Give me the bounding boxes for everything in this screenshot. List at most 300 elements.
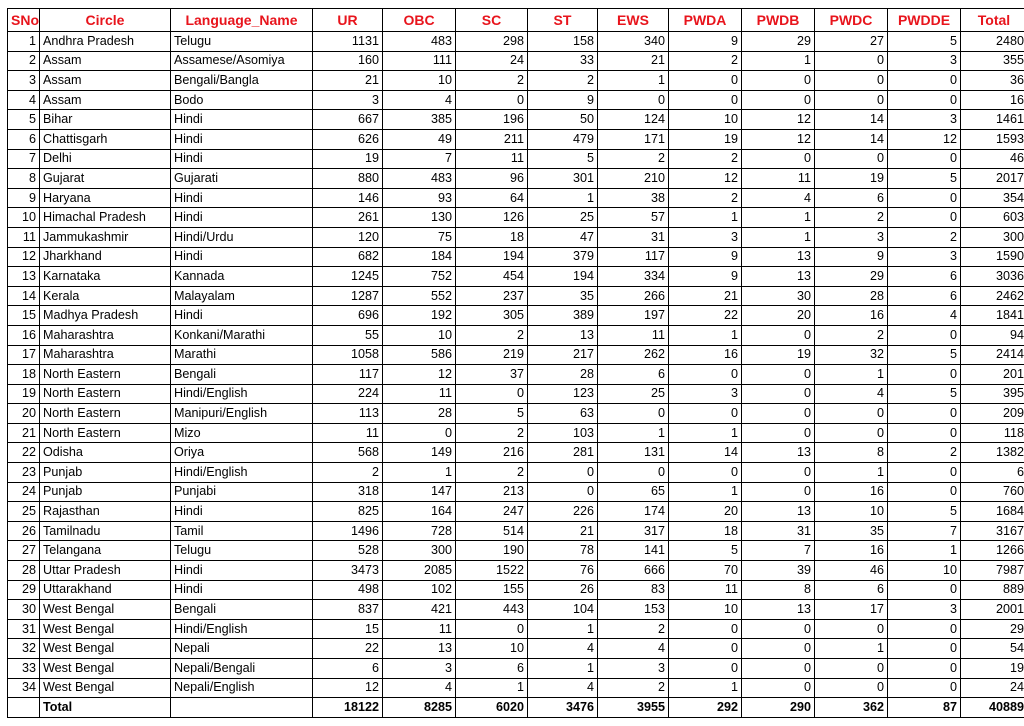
cell-ews: 210 (598, 169, 669, 189)
cell-sc: 216 (456, 443, 528, 463)
cell-circle: North Eastern (40, 384, 171, 404)
cell-pwdde: 0 (888, 325, 961, 345)
cell-circle: Himachal Pradesh (40, 208, 171, 228)
cell-pwdb: 1 (742, 51, 815, 71)
cell-st: 5 (528, 149, 598, 169)
header-language-name: Language_Name (171, 9, 313, 32)
cell-circle: Jammukashmir (40, 227, 171, 247)
cell-total: 1593 (961, 129, 1024, 149)
cell-circle: North Eastern (40, 404, 171, 424)
cell-st: 1 (528, 188, 598, 208)
cell-ur: 224 (313, 384, 383, 404)
cell-circle: West Bengal (40, 619, 171, 639)
cell-language-name: Bengali (171, 600, 313, 620)
cell-circle: Kerala (40, 286, 171, 306)
cell-sno: 23 (8, 463, 40, 483)
cell-pwdde: 0 (888, 90, 961, 110)
cell-obc: 13 (383, 639, 456, 659)
cell-sno: 31 (8, 619, 40, 639)
cell-sno: 14 (8, 286, 40, 306)
cell-language-name: Nepali/Bengali (171, 659, 313, 679)
cell-total: 3167 (961, 521, 1024, 541)
table-header-row (8, 9, 1024, 32)
cell-obc: 2085 (383, 561, 456, 581)
cell-pwdb: 0 (742, 404, 815, 424)
cell-st: 4 (528, 639, 598, 659)
cell-obc: 4 (383, 90, 456, 110)
cell-pwdc: 0 (815, 404, 888, 424)
total-grand: 40889 (961, 698, 1024, 718)
table-row (8, 443, 1024, 463)
cell-pwdde: 0 (888, 149, 961, 169)
cell-obc: 4 (383, 678, 456, 698)
cell-language-name: Hindi (171, 247, 313, 267)
table-row (8, 247, 1024, 267)
table-row (8, 129, 1024, 149)
cell-sno: 8 (8, 169, 40, 189)
cell-language-name: Assamese/Asomiya (171, 51, 313, 71)
cell-pwdc: 16 (815, 482, 888, 502)
cell-sno: 24 (8, 482, 40, 502)
cell-circle: Chattisgarh (40, 129, 171, 149)
cell-pwdc: 6 (815, 188, 888, 208)
cell-pwdb: 13 (742, 443, 815, 463)
cell-ur: 528 (313, 541, 383, 561)
cell-obc: 421 (383, 600, 456, 620)
cell-st: 2 (528, 71, 598, 91)
cell-pwdb: 0 (742, 384, 815, 404)
cell-st: 194 (528, 267, 598, 287)
cell-ur: 113 (313, 404, 383, 424)
cell-pwdc: 16 (815, 306, 888, 326)
cell-pwdde: 5 (888, 345, 961, 365)
cell-sc: 6 (456, 659, 528, 679)
cell-sno: 9 (8, 188, 40, 208)
cell-pwdb: 4 (742, 188, 815, 208)
cell-ews: 11 (598, 325, 669, 345)
cell-ews: 131 (598, 443, 669, 463)
cell-language-name: Konkani/Marathi (171, 325, 313, 345)
cell-ews: 266 (598, 286, 669, 306)
cell-st: 28 (528, 365, 598, 385)
cell-circle: West Bengal (40, 639, 171, 659)
cell-sc: 454 (456, 267, 528, 287)
cell-pwdc: 14 (815, 129, 888, 149)
cell-pwdc: 46 (815, 561, 888, 581)
cell-language-name: Hindi (171, 208, 313, 228)
cell-language-name: Hindi (171, 306, 313, 326)
cell-pwda: 10 (669, 110, 742, 130)
cell-ur: 1058 (313, 345, 383, 365)
cell-st: 1 (528, 619, 598, 639)
cell-ur: 3473 (313, 561, 383, 581)
cell-ews: 83 (598, 580, 669, 600)
table-row (8, 325, 1024, 345)
cell-sc: 1 (456, 678, 528, 698)
cell-pwdde: 5 (888, 32, 961, 52)
cell-circle: Gujarat (40, 169, 171, 189)
table-row (8, 619, 1024, 639)
cell-ews: 153 (598, 600, 669, 620)
cell-pwdde: 0 (888, 619, 961, 639)
cell-total: 24 (961, 678, 1024, 698)
cell-pwdb: 0 (742, 149, 815, 169)
cell-language-name: Marathi (171, 345, 313, 365)
cell-total: 7987 (961, 561, 1024, 581)
cell-language-name: Hindi (171, 188, 313, 208)
cell-pwda: 11 (669, 580, 742, 600)
cell-sc: 2 (456, 325, 528, 345)
cell-pwdc: 35 (815, 521, 888, 541)
cell-pwdb: 13 (742, 502, 815, 522)
cell-ews: 317 (598, 521, 669, 541)
cell-ur: 837 (313, 600, 383, 620)
cell-ur: 1131 (313, 32, 383, 52)
cell-language-name: Hindi (171, 502, 313, 522)
cell-ews: 262 (598, 345, 669, 365)
cell-pwdc: 16 (815, 541, 888, 561)
cell-ews: 3 (598, 659, 669, 679)
cell-sno: 25 (8, 502, 40, 522)
total-ews: 3955 (598, 698, 669, 718)
cell-pwdc: 10 (815, 502, 888, 522)
cell-st: 76 (528, 561, 598, 581)
cell-pwdde: 0 (888, 188, 961, 208)
cell-ur: 160 (313, 51, 383, 71)
cell-obc: 28 (383, 404, 456, 424)
cell-total: 201 (961, 365, 1024, 385)
cell-st: 479 (528, 129, 598, 149)
cell-pwdc: 17 (815, 600, 888, 620)
cell-sno: 28 (8, 561, 40, 581)
cell-pwdde: 6 (888, 286, 961, 306)
cell-total: 16 (961, 90, 1024, 110)
cell-obc: 552 (383, 286, 456, 306)
cell-language-name: Kannada (171, 267, 313, 287)
cell-circle: Maharashtra (40, 345, 171, 365)
cell-ews: 666 (598, 561, 669, 581)
cell-pwda: 5 (669, 541, 742, 561)
cell-sc: 10 (456, 639, 528, 659)
cell-total: 2017 (961, 169, 1024, 189)
cell-st: 123 (528, 384, 598, 404)
header-pwdde: PWDDE (888, 9, 961, 32)
cell-pwdc: 0 (815, 423, 888, 443)
cell-obc: 93 (383, 188, 456, 208)
cell-ews: 2 (598, 149, 669, 169)
header-sc: SC (456, 9, 528, 32)
cell-ur: 22 (313, 639, 383, 659)
cell-total: 2480 (961, 32, 1024, 52)
cell-pwda: 0 (669, 659, 742, 679)
cell-st: 13 (528, 325, 598, 345)
cell-st: 78 (528, 541, 598, 561)
cell-ur: 19 (313, 149, 383, 169)
cell-st: 21 (528, 521, 598, 541)
cell-circle: Rajasthan (40, 502, 171, 522)
cell-pwdc: 3 (815, 227, 888, 247)
cell-pwdde: 0 (888, 482, 961, 502)
cell-sno: 33 (8, 659, 40, 679)
cell-pwdb: 19 (742, 345, 815, 365)
cell-circle: Bihar (40, 110, 171, 130)
cell-pwdb: 0 (742, 463, 815, 483)
cell-pwda: 22 (669, 306, 742, 326)
cell-total: 2462 (961, 286, 1024, 306)
cell-total: 54 (961, 639, 1024, 659)
cell-pwdde: 0 (888, 404, 961, 424)
cell-language-name: Manipuri/English (171, 404, 313, 424)
cell-pwdde: 0 (888, 208, 961, 228)
cell-pwdb: 0 (742, 365, 815, 385)
cell-sc: 126 (456, 208, 528, 228)
total-sc: 6020 (456, 698, 528, 718)
cell-sno: 26 (8, 521, 40, 541)
cell-sc: 247 (456, 502, 528, 522)
cell-pwda: 3 (669, 227, 742, 247)
cell-pwdb: 0 (742, 659, 815, 679)
cell-pwdde: 1 (888, 541, 961, 561)
cell-circle: Assam (40, 90, 171, 110)
cell-sno: 11 (8, 227, 40, 247)
table-row (8, 639, 1024, 659)
header-obc: OBC (383, 9, 456, 32)
cell-pwda: 2 (669, 188, 742, 208)
cell-sno: 12 (8, 247, 40, 267)
cell-obc: 1 (383, 463, 456, 483)
cell-sc: 96 (456, 169, 528, 189)
cell-total: 1266 (961, 541, 1024, 561)
cell-sno: 17 (8, 345, 40, 365)
cell-total: 395 (961, 384, 1024, 404)
cell-language-name: Telugu (171, 32, 313, 52)
cell-st: 25 (528, 208, 598, 228)
cell-pwda: 21 (669, 286, 742, 306)
header-st: ST (528, 9, 598, 32)
cell-circle: Punjab (40, 463, 171, 483)
cell-total: 29 (961, 619, 1024, 639)
cell-ur: 21 (313, 71, 383, 91)
cell-pwda: 3 (669, 384, 742, 404)
table-row (8, 267, 1024, 287)
cell-pwda: 18 (669, 521, 742, 541)
cell-pwda: 0 (669, 639, 742, 659)
cell-st: 4 (528, 678, 598, 698)
cell-ur: 696 (313, 306, 383, 326)
cell-pwdb: 12 (742, 110, 815, 130)
cell-sc: 2 (456, 71, 528, 91)
cell-pwdb: 13 (742, 247, 815, 267)
cell-ews: 21 (598, 51, 669, 71)
table-row (8, 463, 1024, 483)
cell-sc: 37 (456, 365, 528, 385)
cell-ur: 6 (313, 659, 383, 679)
cell-total: 19 (961, 659, 1024, 679)
cell-obc: 0 (383, 423, 456, 443)
cell-pwdc: 8 (815, 443, 888, 463)
total-pwdde: 87 (888, 698, 961, 718)
cell-language-name: Tamil (171, 521, 313, 541)
cell-st: 0 (528, 463, 598, 483)
cell-ews: 174 (598, 502, 669, 522)
cell-pwdb: 0 (742, 619, 815, 639)
cell-language-name: Hindi/English (171, 619, 313, 639)
cell-circle: West Bengal (40, 659, 171, 679)
cell-st: 301 (528, 169, 598, 189)
cell-total: 889 (961, 580, 1024, 600)
cell-pwdc: 27 (815, 32, 888, 52)
table-row (8, 169, 1024, 189)
cell-pwdb: 0 (742, 423, 815, 443)
cell-obc: 752 (383, 267, 456, 287)
table-row (8, 541, 1024, 561)
table-row (8, 227, 1024, 247)
cell-pwdb: 0 (742, 90, 815, 110)
cell-pwdb: 8 (742, 580, 815, 600)
cell-sno: 32 (8, 639, 40, 659)
cell-circle: Assam (40, 71, 171, 91)
cell-obc: 10 (383, 325, 456, 345)
table-row (8, 404, 1024, 424)
cell-total: 94 (961, 325, 1024, 345)
total-pwdb: 290 (742, 698, 815, 718)
cell-pwdc: 1 (815, 639, 888, 659)
cell-language-name: Mizo (171, 423, 313, 443)
cell-sno: 3 (8, 71, 40, 91)
cell-pwdc: 0 (815, 678, 888, 698)
cell-pwdb: 0 (742, 71, 815, 91)
total-pwda: 292 (669, 698, 742, 718)
cell-total: 1684 (961, 502, 1024, 522)
header-total: Total (961, 9, 1024, 32)
cell-sno: 5 (8, 110, 40, 130)
cell-ur: 1245 (313, 267, 383, 287)
cell-pwdb: 1 (742, 208, 815, 228)
table-row (8, 502, 1024, 522)
cell-ews: 141 (598, 541, 669, 561)
cell-ur: 2 (313, 463, 383, 483)
cell-pwdc: 2 (815, 208, 888, 228)
cell-pwdc: 2 (815, 325, 888, 345)
cell-ur: 55 (313, 325, 383, 345)
cell-sc: 194 (456, 247, 528, 267)
cell-obc: 7 (383, 149, 456, 169)
cell-ews: 0 (598, 463, 669, 483)
cell-total: 760 (961, 482, 1024, 502)
cell-sc: 2 (456, 463, 528, 483)
cell-ur: 1496 (313, 521, 383, 541)
table-row (8, 561, 1024, 581)
cell-pwdde: 0 (888, 365, 961, 385)
table-row (8, 51, 1024, 71)
cell-total: 209 (961, 404, 1024, 424)
cell-st: 217 (528, 345, 598, 365)
cell-sc: 213 (456, 482, 528, 502)
cell-pwdde: 3 (888, 247, 961, 267)
cell-circle: West Bengal (40, 678, 171, 698)
cell-pwdc: 19 (815, 169, 888, 189)
cell-sno: 30 (8, 600, 40, 620)
header-sno: SNo (8, 9, 40, 32)
total-label: Total (40, 698, 171, 718)
cell-sno: 27 (8, 541, 40, 561)
cell-ews: 57 (598, 208, 669, 228)
cell-pwda: 16 (669, 345, 742, 365)
table-row (8, 306, 1024, 326)
cell-sno: 7 (8, 149, 40, 169)
cell-total: 1841 (961, 306, 1024, 326)
cell-ur: 11 (313, 423, 383, 443)
cell-sc: 196 (456, 110, 528, 130)
total-st: 3476 (528, 698, 598, 718)
cell-circle: Punjab (40, 482, 171, 502)
table-row (8, 110, 1024, 130)
cell-pwdde: 0 (888, 463, 961, 483)
cell-st: 33 (528, 51, 598, 71)
table-row (8, 580, 1024, 600)
cell-language-name: Oriya (171, 443, 313, 463)
total-pwdc: 362 (815, 698, 888, 718)
cell-sno: 15 (8, 306, 40, 326)
table-row (8, 345, 1024, 365)
cell-total: 354 (961, 188, 1024, 208)
cell-st: 1 (528, 659, 598, 679)
cell-st: 50 (528, 110, 598, 130)
cell-obc: 130 (383, 208, 456, 228)
cell-pwda: 1 (669, 678, 742, 698)
cell-ews: 0 (598, 404, 669, 424)
cell-ews: 65 (598, 482, 669, 502)
cell-language-name: Hindi (171, 561, 313, 581)
cell-pwdde: 5 (888, 502, 961, 522)
header-pwdb: PWDB (742, 9, 815, 32)
cell-st: 9 (528, 90, 598, 110)
cell-pwdde: 6 (888, 267, 961, 287)
cell-pwda: 20 (669, 502, 742, 522)
cell-ews: 0 (598, 90, 669, 110)
total-obc: 8285 (383, 698, 456, 718)
cell-pwdc: 32 (815, 345, 888, 365)
cell-pwdb: 1 (742, 227, 815, 247)
total-language-cell (171, 698, 313, 718)
cell-sno: 34 (8, 678, 40, 698)
cell-obc: 728 (383, 521, 456, 541)
table-row (8, 32, 1024, 52)
cell-pwdc: 6 (815, 580, 888, 600)
cell-pwdc: 1 (815, 463, 888, 483)
table-row (8, 365, 1024, 385)
cell-total: 603 (961, 208, 1024, 228)
cell-sc: 0 (456, 619, 528, 639)
cell-pwda: 9 (669, 32, 742, 52)
cell-pwdde: 0 (888, 580, 961, 600)
cell-circle: North Eastern (40, 365, 171, 385)
table-body (8, 32, 1024, 698)
cell-total: 1590 (961, 247, 1024, 267)
cell-st: 63 (528, 404, 598, 424)
cell-pwda: 0 (669, 404, 742, 424)
cell-ews: 334 (598, 267, 669, 287)
cell-sc: 514 (456, 521, 528, 541)
cell-pwda: 9 (669, 247, 742, 267)
cell-pwdb: 7 (742, 541, 815, 561)
cell-obc: 164 (383, 502, 456, 522)
cell-total: 2001 (961, 600, 1024, 620)
cell-obc: 483 (383, 169, 456, 189)
cell-total: 355 (961, 51, 1024, 71)
cell-pwda: 1 (669, 325, 742, 345)
cell-pwdb: 13 (742, 600, 815, 620)
